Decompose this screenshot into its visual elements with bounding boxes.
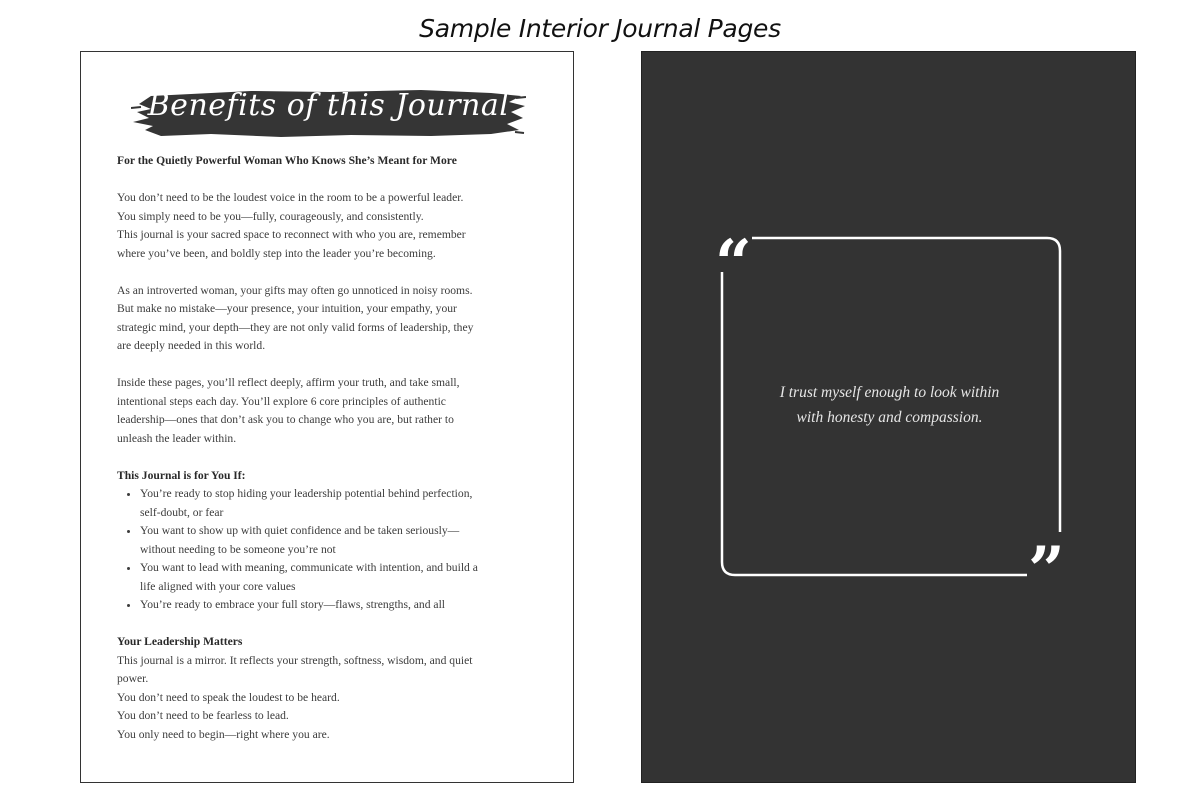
- text-line: where you’ve been, and boldly step into the leader you’re becoming.: [117, 246, 436, 260]
- text-line: You don’t need to be the loudest voice in the room to be a powerful leader.: [117, 191, 464, 204]
- list-item: [140, 596, 547, 615]
- paragraph-intro: [117, 189, 547, 263]
- text-line: power.: [117, 672, 149, 685]
- text-line: • You want to lead with meaning, communicate with intention, and build a: [140, 561, 478, 574]
- text-line: life aligned with your core values: [140, 579, 296, 593]
- text-line: Inside these pages, you’ll reflect deeply, affirm your truth, and take small,: [117, 376, 460, 389]
- section-heading: Your Leadership Matters: [117, 635, 243, 648]
- list-item: [140, 485, 547, 522]
- close-quote-icon: ”: [1028, 533, 1065, 608]
- text-line: • You’re ready to stop hiding your leadership potential behind perfection,: [140, 487, 473, 500]
- paragraph-inside-pages: [117, 374, 547, 448]
- text-line: intentional steps each day. You’ll explore 6 core principles of authentic: [117, 394, 446, 408]
- text-line: You don’t need to speak the loudest to be heard.: [117, 690, 340, 704]
- text-line: self-doubt, or fear: [140, 505, 224, 519]
- text-line: • You want to show up with quiet confidence and be taken seriously—: [140, 524, 460, 537]
- list-item: [140, 522, 547, 559]
- text-line: leadership—ones that don’t ask you to change who you are, but rather to: [117, 413, 454, 426]
- text-line: • You’re ready to embrace your full story—flaws, strengths, and all: [140, 598, 446, 611]
- text-line: This journal is your sacred space to reconnect with who you are, remember: [117, 228, 466, 241]
- text-line: unleash the leader within.: [117, 431, 237, 445]
- page-body: [117, 152, 547, 744]
- benefits-list: [117, 485, 547, 615]
- brush-stroke-banner: [131, 82, 526, 146]
- page-subtitle: For the Quietly Powerful Woman Who Knows She’s Meant for More: [117, 154, 457, 167]
- quote-line: with honesty and compassion.: [796, 409, 983, 426]
- banner-title: Benefits of this Journal: [147, 88, 510, 123]
- text-line: You only need to begin—right where you are.: [117, 727, 330, 741]
- paragraph-introverted: [117, 282, 547, 356]
- list-item: [140, 559, 547, 596]
- text-line: This journal is a mirror. It reflects your strength, softness, wisdom, and quiet: [117, 653, 473, 667]
- text-line: You don’t need to be fearless to lead.: [117, 709, 289, 722]
- text-line: are deeply needed in this world.: [117, 339, 266, 352]
- journal-page-benefits: [80, 51, 574, 783]
- journal-page-quote: [641, 51, 1136, 783]
- open-quote-icon: “: [715, 226, 752, 301]
- list-heading: This Journal is for You If:: [117, 468, 246, 482]
- text-line: without needing to be someone you’re not: [140, 542, 336, 556]
- text-line: As an introverted woman, your gifts may often go unnoticed in noisy rooms.: [117, 283, 473, 297]
- page-heading: Sample Interior Journal Pages: [419, 14, 781, 43]
- text-line: You simply need to be you—fully, courageously, and consistently.: [117, 209, 424, 223]
- paragraph-closing: [117, 652, 547, 745]
- affirmation-quote: [737, 380, 1042, 430]
- text-line: strategic mind, your depth—they are not only valid forms of leadership, they: [117, 320, 474, 334]
- text-line: But make no mistake—your presence, your intuition, your empathy, your: [117, 302, 457, 315]
- quote-line: I trust myself enough to look within: [779, 384, 1000, 401]
